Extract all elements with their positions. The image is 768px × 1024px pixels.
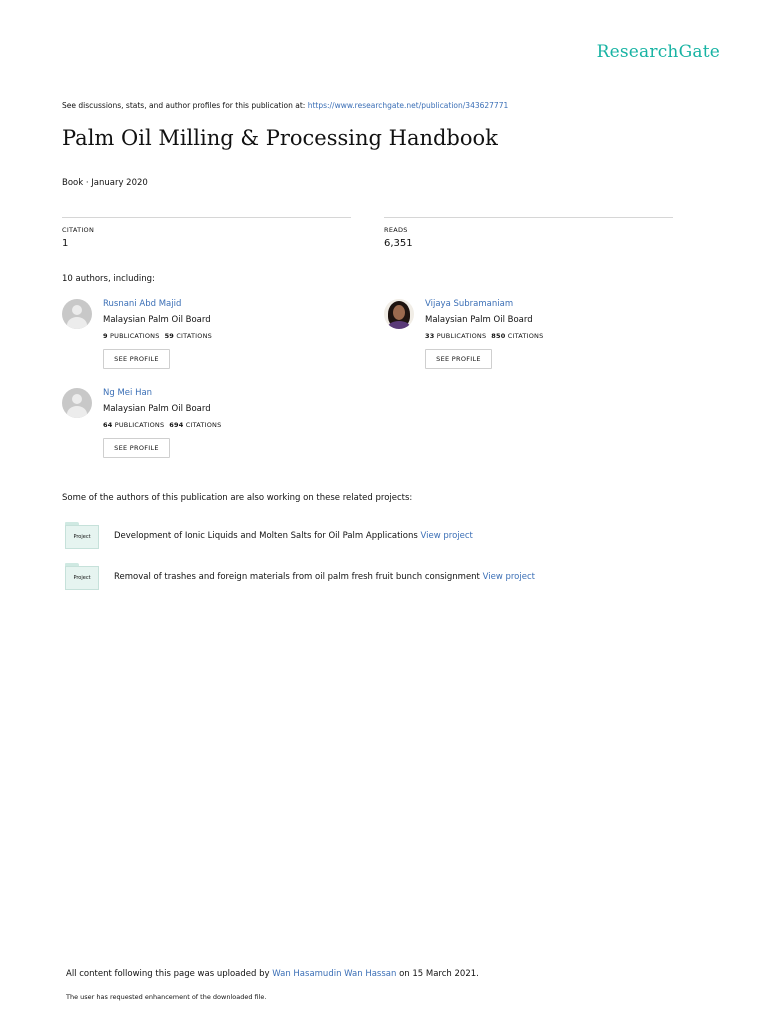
reads-stat	[384, 217, 673, 249]
related-projects-heading: Some of the authors of this publication are also working on these related projects:	[62, 493, 413, 503]
citation-label: CITATION	[62, 226, 95, 234]
citations-count: 850	[491, 332, 506, 340]
citations-label: CITATIONS	[507, 332, 544, 340]
citations-count: 59	[164, 332, 175, 340]
publication-url-link[interactable]: https://www.researchgate.net/publication/343627771	[307, 101, 509, 110]
header-text: See discussions, stats, and author profiles for this publication at:	[62, 101, 308, 110]
project-folder-icon	[65, 522, 99, 549]
author-institution: Malaysian Palm Oil Board	[103, 404, 211, 414]
publications-count: 33	[425, 332, 435, 340]
upload-suffix: on 15 March 2021.	[396, 969, 479, 979]
project-item	[65, 563, 685, 591]
author-stats	[103, 421, 221, 429]
citation-stat	[62, 217, 351, 249]
author-card	[62, 299, 362, 379]
publications-label: PUBLICATIONS	[114, 421, 165, 429]
book-date: Book · January 2020	[62, 178, 148, 188]
publications-label: PUBLICATIONS	[110, 332, 160, 340]
enhancement-note: The user has requested enhancement of the downloaded file.	[66, 993, 267, 1001]
reads-value: 6,351	[384, 238, 413, 249]
citations-count: 694	[169, 421, 184, 429]
author-name-link[interactable]: Ng Mei Han	[103, 388, 153, 398]
citation-value: 1	[62, 238, 69, 249]
project-text	[114, 531, 473, 541]
default-avatar-icon[interactable]	[62, 388, 92, 418]
default-avatar-icon[interactable]	[62, 299, 92, 329]
upload-prefix: All content following this page was uploaded by	[66, 969, 273, 979]
publications-label: PUBLICATIONS	[436, 332, 487, 340]
author-institution: Malaysian Palm Oil Board	[103, 315, 211, 325]
see-profile-button[interactable]: SEE PROFILE	[425, 349, 492, 369]
citations-label: CITATIONS	[185, 421, 222, 429]
authors-heading: 10 authors, including:	[62, 274, 155, 284]
author-photo[interactable]	[384, 299, 414, 329]
author-card	[62, 388, 362, 468]
project-title: Development of Ionic Liquids and Molten Salts for Oil Palm Applications	[114, 531, 421, 541]
researchgate-logo[interactable]: ResearchGate	[596, 42, 720, 62]
project-title: Removal of trashes and foreign materials from oil palm fresh fruit bunch consignment	[114, 572, 483, 582]
author-name-link[interactable]: Vijaya Subramaniam	[425, 299, 514, 309]
author-stats	[425, 332, 543, 340]
project-badge: Project	[73, 575, 91, 581]
project-folder-icon	[65, 563, 99, 590]
project-text	[114, 572, 535, 582]
project-badge: Project	[73, 534, 91, 540]
page-title: Palm Oil Milling & Processing Handbook	[62, 126, 498, 150]
publications-count: 9	[103, 332, 108, 340]
header-line	[62, 101, 508, 110]
upload-info	[66, 969, 479, 979]
see-profile-button[interactable]: SEE PROFILE	[103, 349, 170, 369]
author-institution: Malaysian Palm Oil Board	[425, 315, 533, 325]
publications-count: 64	[103, 421, 113, 429]
project-item	[65, 522, 685, 550]
uploader-link[interactable]: Wan Hasamudin Wan Hassan	[272, 969, 397, 979]
view-project-link[interactable]: View project	[482, 572, 535, 582]
author-stats	[103, 332, 212, 340]
author-card	[384, 299, 684, 379]
reads-label: READS	[384, 226, 408, 234]
view-project-link[interactable]: View project	[420, 531, 473, 541]
author-name-link[interactable]: Rusnani Abd Majid	[103, 299, 182, 309]
citations-label: CITATIONS	[176, 332, 212, 340]
see-profile-button[interactable]: SEE PROFILE	[103, 438, 170, 458]
